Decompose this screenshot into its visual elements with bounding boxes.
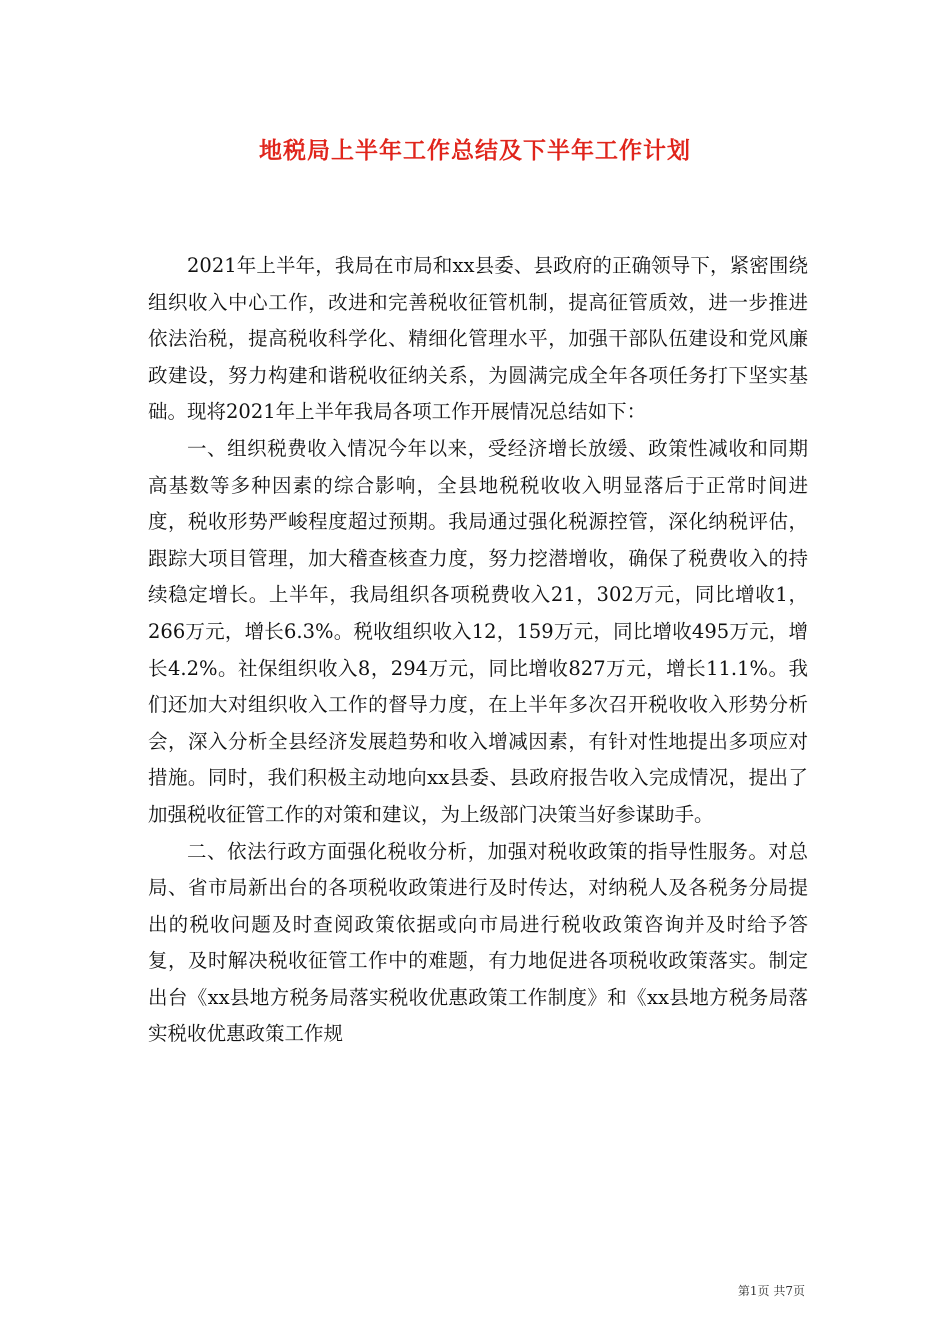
paragraph-intro: 2021年上半年，我局在市局和xx县委、县政府的正确领导下，紧密围绕组织收入中心工作，改进和完善税收征管机制，提高征管质效，进一步推进依法治税，提高税收科学化、精细化管理水平，加强干部队伍建设和党风廉政建设，努力构建和谐税收征纳关系，为圆满完成全年各项任务打下坚实基础。现将2021年上半年我局各项工作开展情况总结如下： xyxy=(148,254,808,424)
document-title: 地税局上半年工作总结及下半年工作计划 xyxy=(259,137,691,164)
page-number-footer: 第1页 共7页 xyxy=(737,1284,805,1298)
paragraph-administration: 二、依法行政方面强化税收分析，加强对税收政策的指导性服务。对总局、省市局新出台的各项税收政策进行及时传达，对纳税人及各税务分局提出的税收问题及时查阅政策依据或向市局进行税收政策咨询并及时给予答复，及时解决税收征管工作中的难题，有力地促进各项税收政策落实。制定出台《xx县地方税务局落实税收优惠政策工作制度》和《xx县地方税务局落实税收优惠政策工作规 xyxy=(148,839,808,1046)
paragraph-revenue: 一、组织税费收入情况今年以来，受经济增长放缓、政策性减收和同期高基数等多种因素的综合影响，全县地税税收收入明显落后于正常时间进度，税收形势严峻程度超过预期。我局通过强化税源控管，深化纳税评估，跟踪大项目管理，加大稽查核查力度，努力挖潜增收，确保了税费收入的持续稳定增长。上半年，我局组织各项税费收入21，302万元，同比增收1，266万元，增长6.3%。税收组织收入12，159万元，同比增收495万元，增长4.2%。社保组织收入8，294万元，同比增收827万元，增长11.1%。我们还加大对组织收入工作的督导力度，在上半年多次召开税收收入形势分析会，深入分析全县经济发展趋势和收入增减因素，有针对性地提出多项应对措施。同时，我们积极主动地向xx县委、县政府报告收入完成情况，提出了加强税收征管工作的对策和建议，为上级部门决策当好参谋助手。 xyxy=(148,436,808,826)
document-body xyxy=(148,248,808,1053)
